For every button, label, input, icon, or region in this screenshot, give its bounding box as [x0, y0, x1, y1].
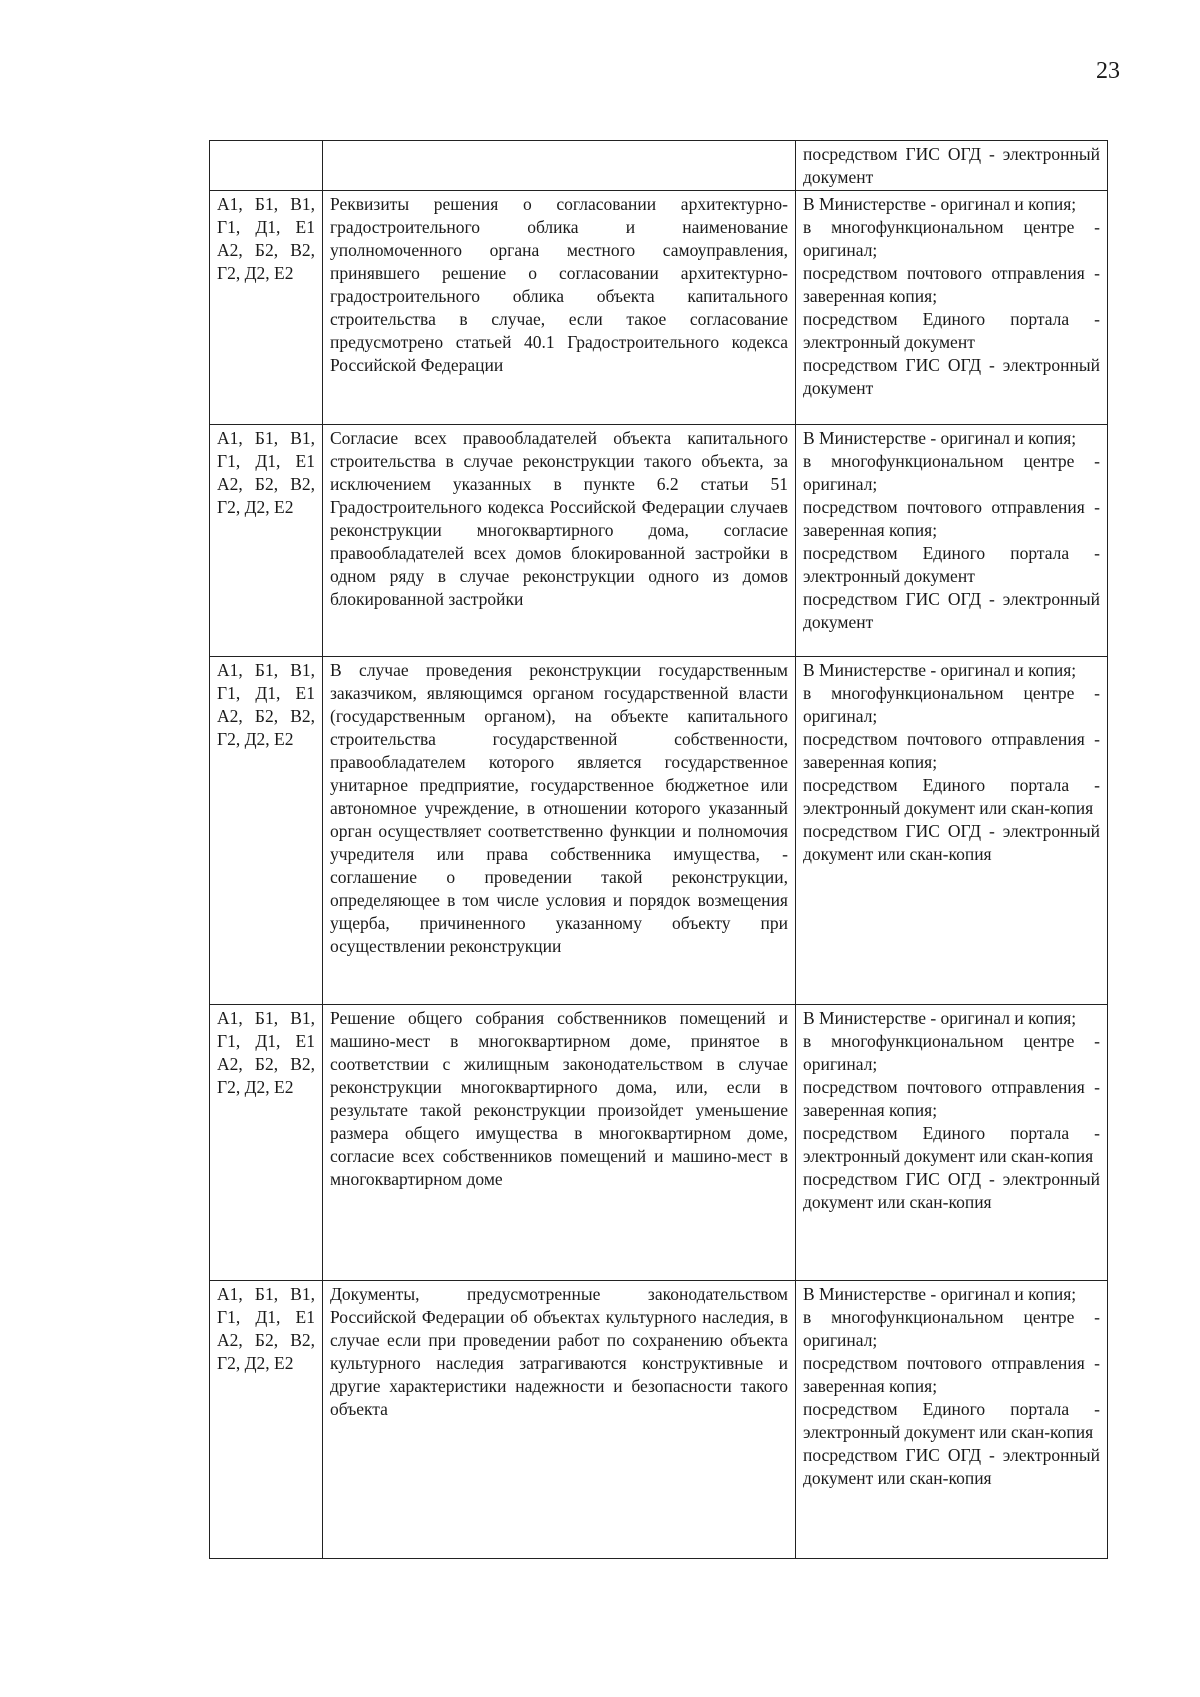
- submission-method: В Министерстве - оригинал и копия;: [803, 660, 1077, 680]
- table-row: [210, 657, 1108, 1005]
- applicant-codes-cell: А1, Б1, В1, Г1, Д1, Е1 А2, Б2, В2, Г2, Д2, Е2: [210, 1281, 323, 1559]
- submission-method: посредством Единого портала - электронный документ или скан-копия: [803, 775, 1100, 818]
- submission-method: в многофункциональном центре - оригинал;: [803, 451, 1100, 494]
- applicant-codes-cell: [210, 141, 323, 191]
- submission-method: посредством Единого портала - электронный документ или скан-копия: [803, 1123, 1100, 1166]
- document-requirement-cell: В случае проведения реконструкции государственным заказчиком, являющимся органом государственной власти (государственным органом), на объекте капитального строительства государственной собственности, правообладателем которого является государственное унитарное предприятие, государственное бюджетное или автономное учреждение, в отношении которого указанный орган осуществляет соответственно функции и полномочия учредителя или права собственника имущества, - соглашение о проведении такой реконструкции, определяющее в том числе условия и порядок возмещения ущерба, причиненного указанному объекту при осуществлении реконструкции: [323, 657, 796, 1005]
- submission-method: посредством Единого портала - электронный документ: [803, 543, 1100, 586]
- document-requirement-cell: [323, 141, 796, 191]
- submission-method: посредством почтового отправления - заверенная копия;: [803, 263, 1100, 306]
- document-requirement-cell: Реквизиты решения о согласовании архитектурно-градостроительного облика и наименование уполномоченного органа местного самоуправления, принявшего решение о согласовании архитектурно-градостроительного облика объекта капитального строительства в случае, если такое согласование предусмотрено статьей 40.1 Градостроительного кодекса Российской Федерации: [323, 191, 796, 425]
- document-requirement-cell: Документы, предусмотренные законодательством Российской Федерации об объектах культурного наследия, в случае если при проведении работ по сохранению объекта культурного наследия затрагиваются конструктивные и другие характеристики надежности и безопасности такого объекта: [323, 1281, 796, 1559]
- applicant-codes-cell: А1, Б1, В1, Г1, Д1, Е1 А2, Б2, В2, Г2, Д2, Е2: [210, 425, 323, 657]
- page-number: 23: [1096, 58, 1120, 84]
- submission-methods-cell: [796, 191, 1108, 425]
- submission-methods-cell: [796, 1005, 1108, 1281]
- submission-method: В Министерстве - оригинал и копия;: [803, 428, 1077, 448]
- table-row: [210, 425, 1108, 657]
- table-row: [210, 1005, 1108, 1281]
- documents-table: [209, 140, 1108, 1559]
- submission-method: посредством ГИС ОГД - электронный документ: [803, 144, 1100, 187]
- submission-method: в многофункциональном центре - оригинал;: [803, 1307, 1100, 1350]
- submission-method: посредством Единого портала - электронный документ: [803, 309, 1100, 352]
- submission-methods-cell: [796, 657, 1108, 1005]
- table-row: [210, 141, 1108, 191]
- submission-method: В Министерстве - оригинал и копия;: [803, 1284, 1077, 1304]
- submission-methods-cell: [796, 1281, 1108, 1559]
- table-row: [210, 191, 1108, 425]
- submission-method: посредством почтового отправления - заверенная копия;: [803, 729, 1100, 772]
- submission-method: В Министерстве - оригинал и копия;: [803, 194, 1077, 214]
- submission-method: посредством ГИС ОГД - электронный документ или скан-копия: [803, 1169, 1100, 1212]
- submission-method: посредством ГИС ОГД - электронный документ или скан-копия: [803, 821, 1100, 864]
- submission-method: посредством почтового отправления - заверенная копия;: [803, 1353, 1100, 1396]
- submission-method: в многофункциональном центре - оригинал;: [803, 217, 1100, 260]
- submission-method: в многофункциональном центре - оригинал;: [803, 683, 1100, 726]
- document-requirement-cell: Решение общего собрания собственников помещений и машино-мест в многоквартирном доме, принятое в соответствии с жилищным законодательством в случае реконструкции многоквартирного дома, или, если в результате такой реконструкции произойдет уменьшение размера общего имущества в многоквартирном доме, согласие всех собственников помещений и машино-мест в многоквартирном доме: [323, 1005, 796, 1281]
- submission-methods-cell: [796, 425, 1108, 657]
- submission-method: посредством почтового отправления - заверенная копия;: [803, 497, 1100, 540]
- submission-method: посредством Единого портала - электронный документ или скан-копия: [803, 1399, 1100, 1442]
- submission-method: в многофункциональном центре - оригинал;: [803, 1031, 1100, 1074]
- table-row: [210, 1281, 1108, 1559]
- submission-method: посредством ГИС ОГД - электронный документ: [803, 589, 1100, 632]
- applicant-codes-cell: А1, Б1, В1, Г1, Д1, Е1 А2, Б2, В2, Г2, Д2, Е2: [210, 191, 323, 425]
- document-requirement-cell: Согласие всех правообладателей объекта капитального строительства в случае реконструкции такого объекта, за исключением указанных в пункте 6.2 статьи 51 Градостроительного кодекса Российской Федерации случаев реконструкции многоквартирного дома, согласие правообладателей всех домов блокированной застройки в одном ряду в случае реконструкции одного из домов блокированной застройки: [323, 425, 796, 657]
- submission-method: посредством почтового отправления - заверенная копия;: [803, 1077, 1100, 1120]
- submission-method: В Министерстве - оригинал и копия;: [803, 1008, 1077, 1028]
- applicant-codes-cell: А1, Б1, В1, Г1, Д1, Е1 А2, Б2, В2, Г2, Д2, Е2: [210, 1005, 323, 1281]
- submission-method: посредством ГИС ОГД - электронный документ: [803, 355, 1100, 398]
- applicant-codes-cell: А1, Б1, В1, Г1, Д1, Е1 А2, Б2, В2, Г2, Д2, Е2: [210, 657, 323, 1005]
- submission-methods-cell: [796, 141, 1108, 191]
- submission-method: посредством ГИС ОГД - электронный документ или скан-копия: [803, 1445, 1100, 1488]
